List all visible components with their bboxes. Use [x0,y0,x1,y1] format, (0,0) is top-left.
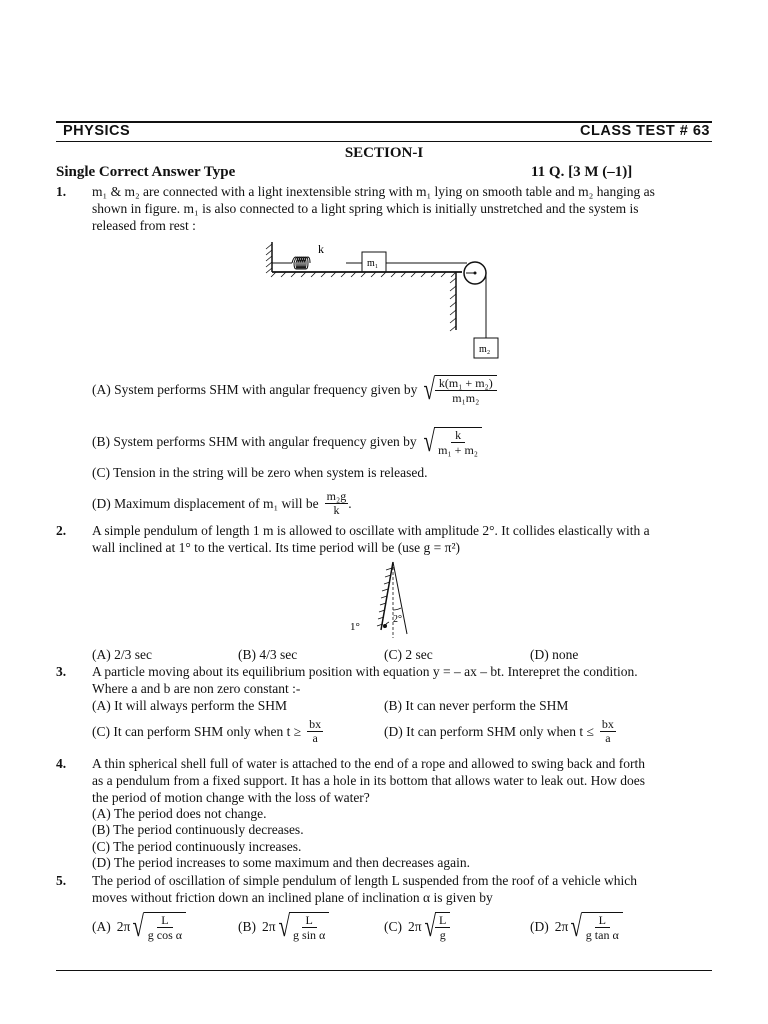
footer-rule [56,970,712,971]
q1-number: 1. [56,184,67,199]
q4-option-a: (A) The period does not change. [92,806,267,821]
q5-option-c-den: g [439,928,446,942]
q5-option-d-coef: 2π [554,919,569,934]
q5-number: 5. [56,873,67,888]
q5-text-line1: The period of oscillation of simple pendulum of length L suspended from the roof of a vehicle which [92,873,637,888]
q1-option-d-num: m₂g [326,489,347,503]
q1-option-d-den: k [333,503,340,517]
q2-text-line1: A simple pendulum of length 1 m is allowed to oscillate with amplitude 2°. It collides elastically with a [92,523,650,538]
q1-option-b-num: k [451,428,465,443]
q3-option-d-text: (D) It can perform SHM only when t ≤ [384,723,594,739]
q1-text-line1: m₁ & m₂ are connected with a light inextensible string with m₁ lying on smooth table and m₂ hanging as [92,184,655,199]
q4-text-line1: A thin spherical shell full of water is attached to the end of a rope and allowed to swing back and forth [92,756,645,771]
q1-text-line2: shown in figure. m₁ is also connected to a light spring which is initially unstretched and the system is [92,201,639,216]
q3-text-line2: Where a and b are non zero constant :- [92,681,301,696]
q1-option-d-end: . [348,495,352,511]
q5-option-b-label: (B) [238,919,256,934]
q1-option-b [92,427,482,457]
q5-option-a: (A) 2π √ $\frac{L}{\text{g cos α}}$ [92,912,186,942]
q3-option-c-num: bx [309,717,322,731]
q5-option-d-label: (D) [530,919,549,934]
section-type: Single Correct Answer Type [56,164,236,180]
q5-option-a-label: (A) [92,919,111,934]
q1-option-d-text: (D) Maximum displacement of m₁ will be [92,495,319,511]
q3-number: 3. [56,664,67,679]
q4-number: 4. [56,756,67,771]
q5-text-line2: moves without friction down an inclined plane of inclination α is given by [92,890,493,905]
q3-option-c-text: (C) It can perform SHM only when t ≥ [92,723,302,739]
q1-option-a [92,375,497,405]
q3-option-d-num: bx [601,717,614,731]
q1-option-b-sqrt: √ $\frac{k}{\text{m₁ + m₂}}$ [421,427,482,457]
q3-option-c [92,718,323,745]
q4-option-c: (C) The period continuously increases. [92,839,302,854]
q1-option-b-den: m₁ + m₂ [438,443,478,457]
q4-text-line2: as a pendulum from a fixed support. It has a hole in its bottom that allows water to leak out. How does [92,773,646,788]
header-bottom-rule [56,141,712,142]
q1-figure [262,238,512,364]
q1-option-b-text: (B) System performs SHM with angular frequency given by [92,434,417,449]
q1-text-line3: released from rest : [92,218,196,233]
q1-option-a-num: k(m₁ + m₂) [435,376,497,391]
q3-option-c-den: a [312,731,318,745]
q2-text-line2: wall inclined at 1° to the vertical. Its time period will be (use g = π²) [92,540,461,555]
section-title: SECTION-I [344,145,424,161]
block-m2-label: m₂ [479,344,491,355]
q1-option-d [92,490,352,517]
q1-option-a-den: m₁m₂ [452,391,480,405]
spring-coil [292,257,310,269]
test-label: CLASS TEST # 63 [580,123,710,139]
block-m1-label: m₁ [367,258,379,269]
q2-option-a: (A) 2/3 sec [92,647,152,662]
subject-label: PHYSICS [63,123,131,139]
q3-option-b: (B) It can never perform the SHM [384,698,569,713]
section-marks: 11 Q. [3 M (–1)] [531,164,633,180]
q5-option-d-num: L [595,913,610,928]
q5-option-a-num: L [157,913,172,928]
q5-option-b-den: g sin α [293,928,326,942]
q5-option-b: (B) 2π √ $\frac{L}{\text{g sin α}}$ [238,912,329,942]
q3-option-d-den: a [605,731,611,745]
q2-option-d: (D) none [530,647,579,662]
q1-option-a-sqrt: √ $\frac{\text{k(m₁ + m₂)}}{\text{m₁m₂}}$ [421,375,496,405]
q2-wall-angle: 1° [350,621,360,633]
q2-number: 2. [56,523,67,538]
q5-option-c-coef: 2π [408,919,422,934]
q5-option-b-coef: 2π [262,919,276,934]
q2-option-c: (C) 2 sec [384,647,433,662]
q5-option-a-coef: 2π [116,919,131,934]
q5-option-c-label: (C) [384,919,402,934]
q5-option-c: (C) 2π √ $\frac{L}{g}$ [384,912,450,942]
q5-option-c-num: L [435,913,450,928]
q3-text-line1: A particle moving about its equilibrium position with equation y = – ax – bt. Interepret the condition. [92,664,638,679]
q5-option-d: (D) 2π √ $\frac{L}{\text{g tan α}}$ [530,912,623,942]
q4-option-d: (D) The period increases to some maximum and then decreases again. [92,855,470,870]
q3-option-a: (A) It will always perform the SHM [92,698,287,713]
spring-label: k [318,242,324,256]
q1-option-c: (C) Tension in the string will be zero when system is released. [92,465,428,480]
q1-option-a-text: (A) System performs SHM with angular frequency given by [92,382,418,397]
q4-text-line3: the period of motion change with the loss of water? [92,790,370,805]
q5-option-d-den: g tan α [585,928,619,942]
q4-option-b: (B) The period continuously decreases. [92,822,304,837]
q2-figure [345,560,425,642]
q2-amp-angle: 2° [393,614,402,625]
q2-option-b: (B) 4/3 sec [238,647,298,662]
q5-option-a-den: g cos α [147,928,183,942]
q5-option-b-num: L [302,913,317,928]
q3-option-d [384,718,616,745]
